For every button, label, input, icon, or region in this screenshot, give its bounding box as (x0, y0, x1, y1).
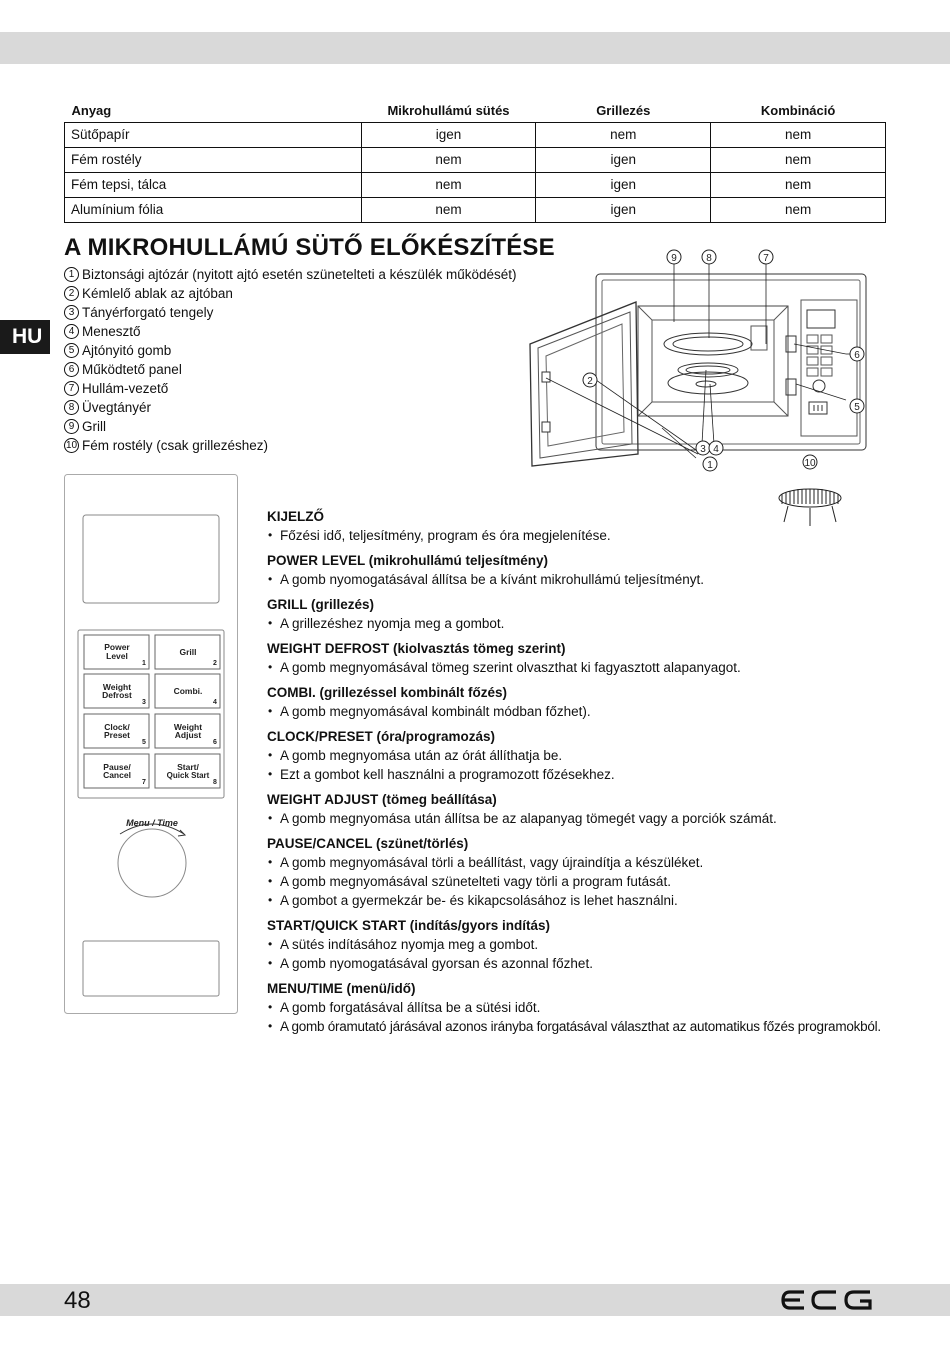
part-label: Ajtónyitó gomb (82, 343, 172, 358)
list-item (64, 379, 516, 398)
list-item: • A grillezéshez nyomja meg a gombot. (267, 614, 897, 633)
table-cell: nem (536, 122, 711, 147)
button-label: Cancel (103, 770, 131, 780)
callout-lines (546, 264, 850, 458)
control-items (267, 746, 897, 784)
table-cell: igen (361, 122, 536, 147)
button-label: Defrost (102, 690, 132, 700)
list-item (64, 360, 516, 379)
control-heading: GRILL (grillezés) (267, 597, 375, 612)
table-header-cell: Anyag (71, 103, 112, 119)
table-row (65, 122, 886, 147)
parts-list (64, 265, 516, 455)
list-item: • Ezt a gombot kell használni a programozott főzésekhez. (267, 765, 897, 784)
section-title: A MIKROHULLÁMÚ SÜTŐ ELŐKÉSZÍTÉSE (64, 234, 555, 261)
table-row (65, 147, 886, 172)
callout-5: 5 (854, 402, 860, 413)
list-item (64, 436, 516, 455)
button-label: Quick Start (166, 771, 210, 780)
part-label: Hullám-vezető (82, 381, 169, 396)
callout-6: 6 (854, 350, 860, 361)
power-level-button[interactable] (84, 635, 149, 669)
button-label: Weight (173, 722, 203, 732)
button-number: 4 (213, 699, 217, 706)
list-item: • A gombot a gyermekzár be- és kikapcsolásához is lehet használni. (267, 891, 897, 910)
part-label: Működtető panel (82, 362, 182, 377)
list-item (64, 284, 516, 303)
callout-4: 4 (713, 444, 719, 455)
number-badge: 10 (65, 440, 78, 451)
table-cell: nem (361, 172, 536, 197)
part-label: Grill (82, 419, 106, 434)
list-item: • A gomb megnyomásával tömeg szerint olvaszthat ki fagyasztott alapanyagot. (267, 658, 897, 677)
list-item: • A gomb megnyomásával kombinált módban főzhet). (267, 702, 897, 721)
button-number: 1 (142, 660, 146, 667)
list-item: • A gomb forgatásával állítsa be a sütési időt. (267, 998, 897, 1017)
table-cell: nem (361, 147, 536, 172)
control-heading: CLOCK/PRESET (óra/programozás) (267, 729, 496, 744)
button-label: Weight (102, 682, 132, 692)
number-badge: 3 (64, 305, 79, 320)
oven-diagram (526, 244, 876, 534)
table-cell: igen (536, 197, 711, 222)
control-heading: COMBI. (grillezéssel kombinált főzés) (267, 685, 508, 700)
button-label: Preset (104, 730, 130, 740)
table-cell: nem (711, 122, 886, 147)
grill-button[interactable] (155, 635, 220, 669)
list-item (64, 341, 516, 360)
control-items (267, 526, 897, 545)
list-item: • A gomb megnyomásával törli a beállítást, vagy újraindítja a készüléket. (267, 853, 897, 872)
table-cell: Sütőpapír (65, 122, 362, 147)
button-number: 2 (213, 660, 217, 667)
list-item: • A gomb megnyomása után állítsa be az alapanyag tömegét vagy a porciók számát. (267, 809, 897, 828)
table-cell: Alumínium fólia (65, 197, 362, 222)
callout-2: 2 (587, 376, 593, 387)
top-band (0, 32, 950, 64)
list-item: • A sütés indításához nyomja meg a gombot. (267, 935, 897, 954)
part-label: Menesztő (82, 324, 141, 339)
number-badge: 8 (64, 400, 79, 415)
control-items (267, 998, 897, 1036)
button-number: 8 (213, 779, 217, 786)
button-number: 7 (142, 779, 146, 786)
list-item: • A gomb megnyomásával szünetelteti vagy törli a program futását. (267, 872, 897, 891)
list-item (64, 417, 516, 436)
weight-defrost-button[interactable] (84, 674, 149, 708)
start-quick-start-button[interactable] (155, 754, 220, 788)
control-heading: PAUSE/CANCEL (szünet/törlés) (267, 836, 469, 851)
button-label: Adjust (174, 730, 202, 740)
control-items (267, 935, 897, 973)
number-badge: 1 (64, 267, 79, 282)
control-heading: KIJELZŐ (267, 509, 325, 524)
button-label: Pause/ (103, 762, 131, 772)
button-number: 6 (213, 739, 217, 746)
part-label: Fém rostély (csak grillezéshez) (82, 438, 269, 453)
control-panel-drawing (64, 474, 238, 1014)
button-label: Clock/ (104, 722, 130, 732)
list-item (64, 265, 516, 284)
table-cell: nem (361, 197, 536, 222)
combi-button[interactable] (155, 674, 220, 708)
list-item: • A gomb megnyomása után az órát állíthatja be. (267, 746, 897, 765)
callout-8: 8 (706, 253, 712, 264)
display-window (83, 515, 219, 603)
weight-adjust-button[interactable] (155, 714, 220, 748)
button-label: Grill (179, 647, 197, 657)
table-cell: Fém tepsi, tálca (65, 172, 362, 197)
list-item: • A gomb nyomogatásával állítsa be a kívánt mikrohullámú teljesítményt. (267, 570, 897, 589)
part-label: Biztonsági ajtózár (nyitott ajtó esetén szünetelteti a készülék működését) (82, 267, 517, 282)
table-cell: nem (711, 197, 886, 222)
callout-9: 9 (671, 253, 677, 264)
table-cell: nem (711, 172, 886, 197)
door-release-button[interactable] (83, 941, 219, 996)
number-badge: 2 (64, 286, 79, 301)
part-label: Tányérforgató tengely (82, 305, 214, 320)
control-items (267, 853, 897, 910)
control-heading: WEIGHT DEFROST (kiolvasztás tömeg szerint) (267, 641, 566, 656)
control-items (267, 614, 897, 633)
number-badge: 9 (64, 419, 79, 434)
control-items (267, 570, 897, 589)
pause-cancel-button[interactable] (84, 754, 149, 788)
part-label: Kémlelő ablak az ajtóban (82, 286, 233, 301)
clock-preset-button[interactable] (84, 714, 149, 748)
table-cell: nem (711, 147, 886, 172)
button-label: Level (106, 651, 128, 661)
control-items (267, 658, 897, 677)
callout-1: 1 (707, 460, 713, 471)
materials-table (64, 98, 886, 223)
table-row (65, 172, 886, 197)
controls-description (267, 508, 897, 1036)
control-heading: WEIGHT ADJUST (tömeg beállítása) (267, 792, 497, 807)
table-cell: Fém rostély (65, 147, 362, 172)
button-number: 3 (142, 699, 146, 706)
button-label: Combi. (173, 686, 203, 696)
table-row (65, 197, 886, 222)
list-item: • A gomb nyomogatásával gyorsan és azonnal főzhet. (267, 954, 897, 973)
number-badge: 4 (64, 324, 79, 339)
page-number: 48 (64, 1287, 91, 1314)
table-cell: igen (536, 147, 711, 172)
table-header-row (65, 98, 886, 122)
list-item: • A gomb óramutató járásával azonos irányba forgatásával választhat az automatikus főzés programokból. (267, 1017, 897, 1036)
callout-3: 3 (700, 444, 706, 455)
callout-7: 7 (763, 253, 769, 264)
list-item (64, 398, 516, 417)
table-header-cell: Mikrohullámú sütés (387, 103, 510, 119)
dial-label: Menu / Time (126, 818, 178, 828)
list-item: • Főzési idő, teljesítmény, program és óra megjelenítése. (267, 526, 897, 545)
control-items (267, 809, 897, 828)
ecg-logo (780, 1289, 874, 1311)
table-header-cell: Grillezés (596, 103, 651, 119)
number-badge: 5 (64, 343, 79, 358)
button-label: Start/ (177, 762, 199, 772)
control-heading: MENU/TIME (menü/idő) (267, 981, 416, 996)
menu-time-dial[interactable] (118, 829, 186, 897)
control-items (267, 702, 897, 721)
control-heading: POWER LEVEL (mikrohullámú teljesítmény) (267, 553, 549, 568)
button-number: 5 (142, 739, 146, 746)
list-item (64, 303, 516, 322)
language-tab: HU (0, 320, 50, 354)
button-label: Power (104, 642, 130, 652)
table-cell: igen (536, 172, 711, 197)
part-label: Üvegtányér (82, 400, 152, 415)
list-item (64, 322, 516, 341)
control-heading: START/QUICK START (indítás/gyors indítás) (267, 918, 551, 933)
number-badge: 6 (64, 362, 79, 377)
table-header-cell: Kombináció (760, 103, 836, 119)
callout-10: 10 (804, 458, 816, 469)
number-badge: 7 (64, 381, 79, 396)
